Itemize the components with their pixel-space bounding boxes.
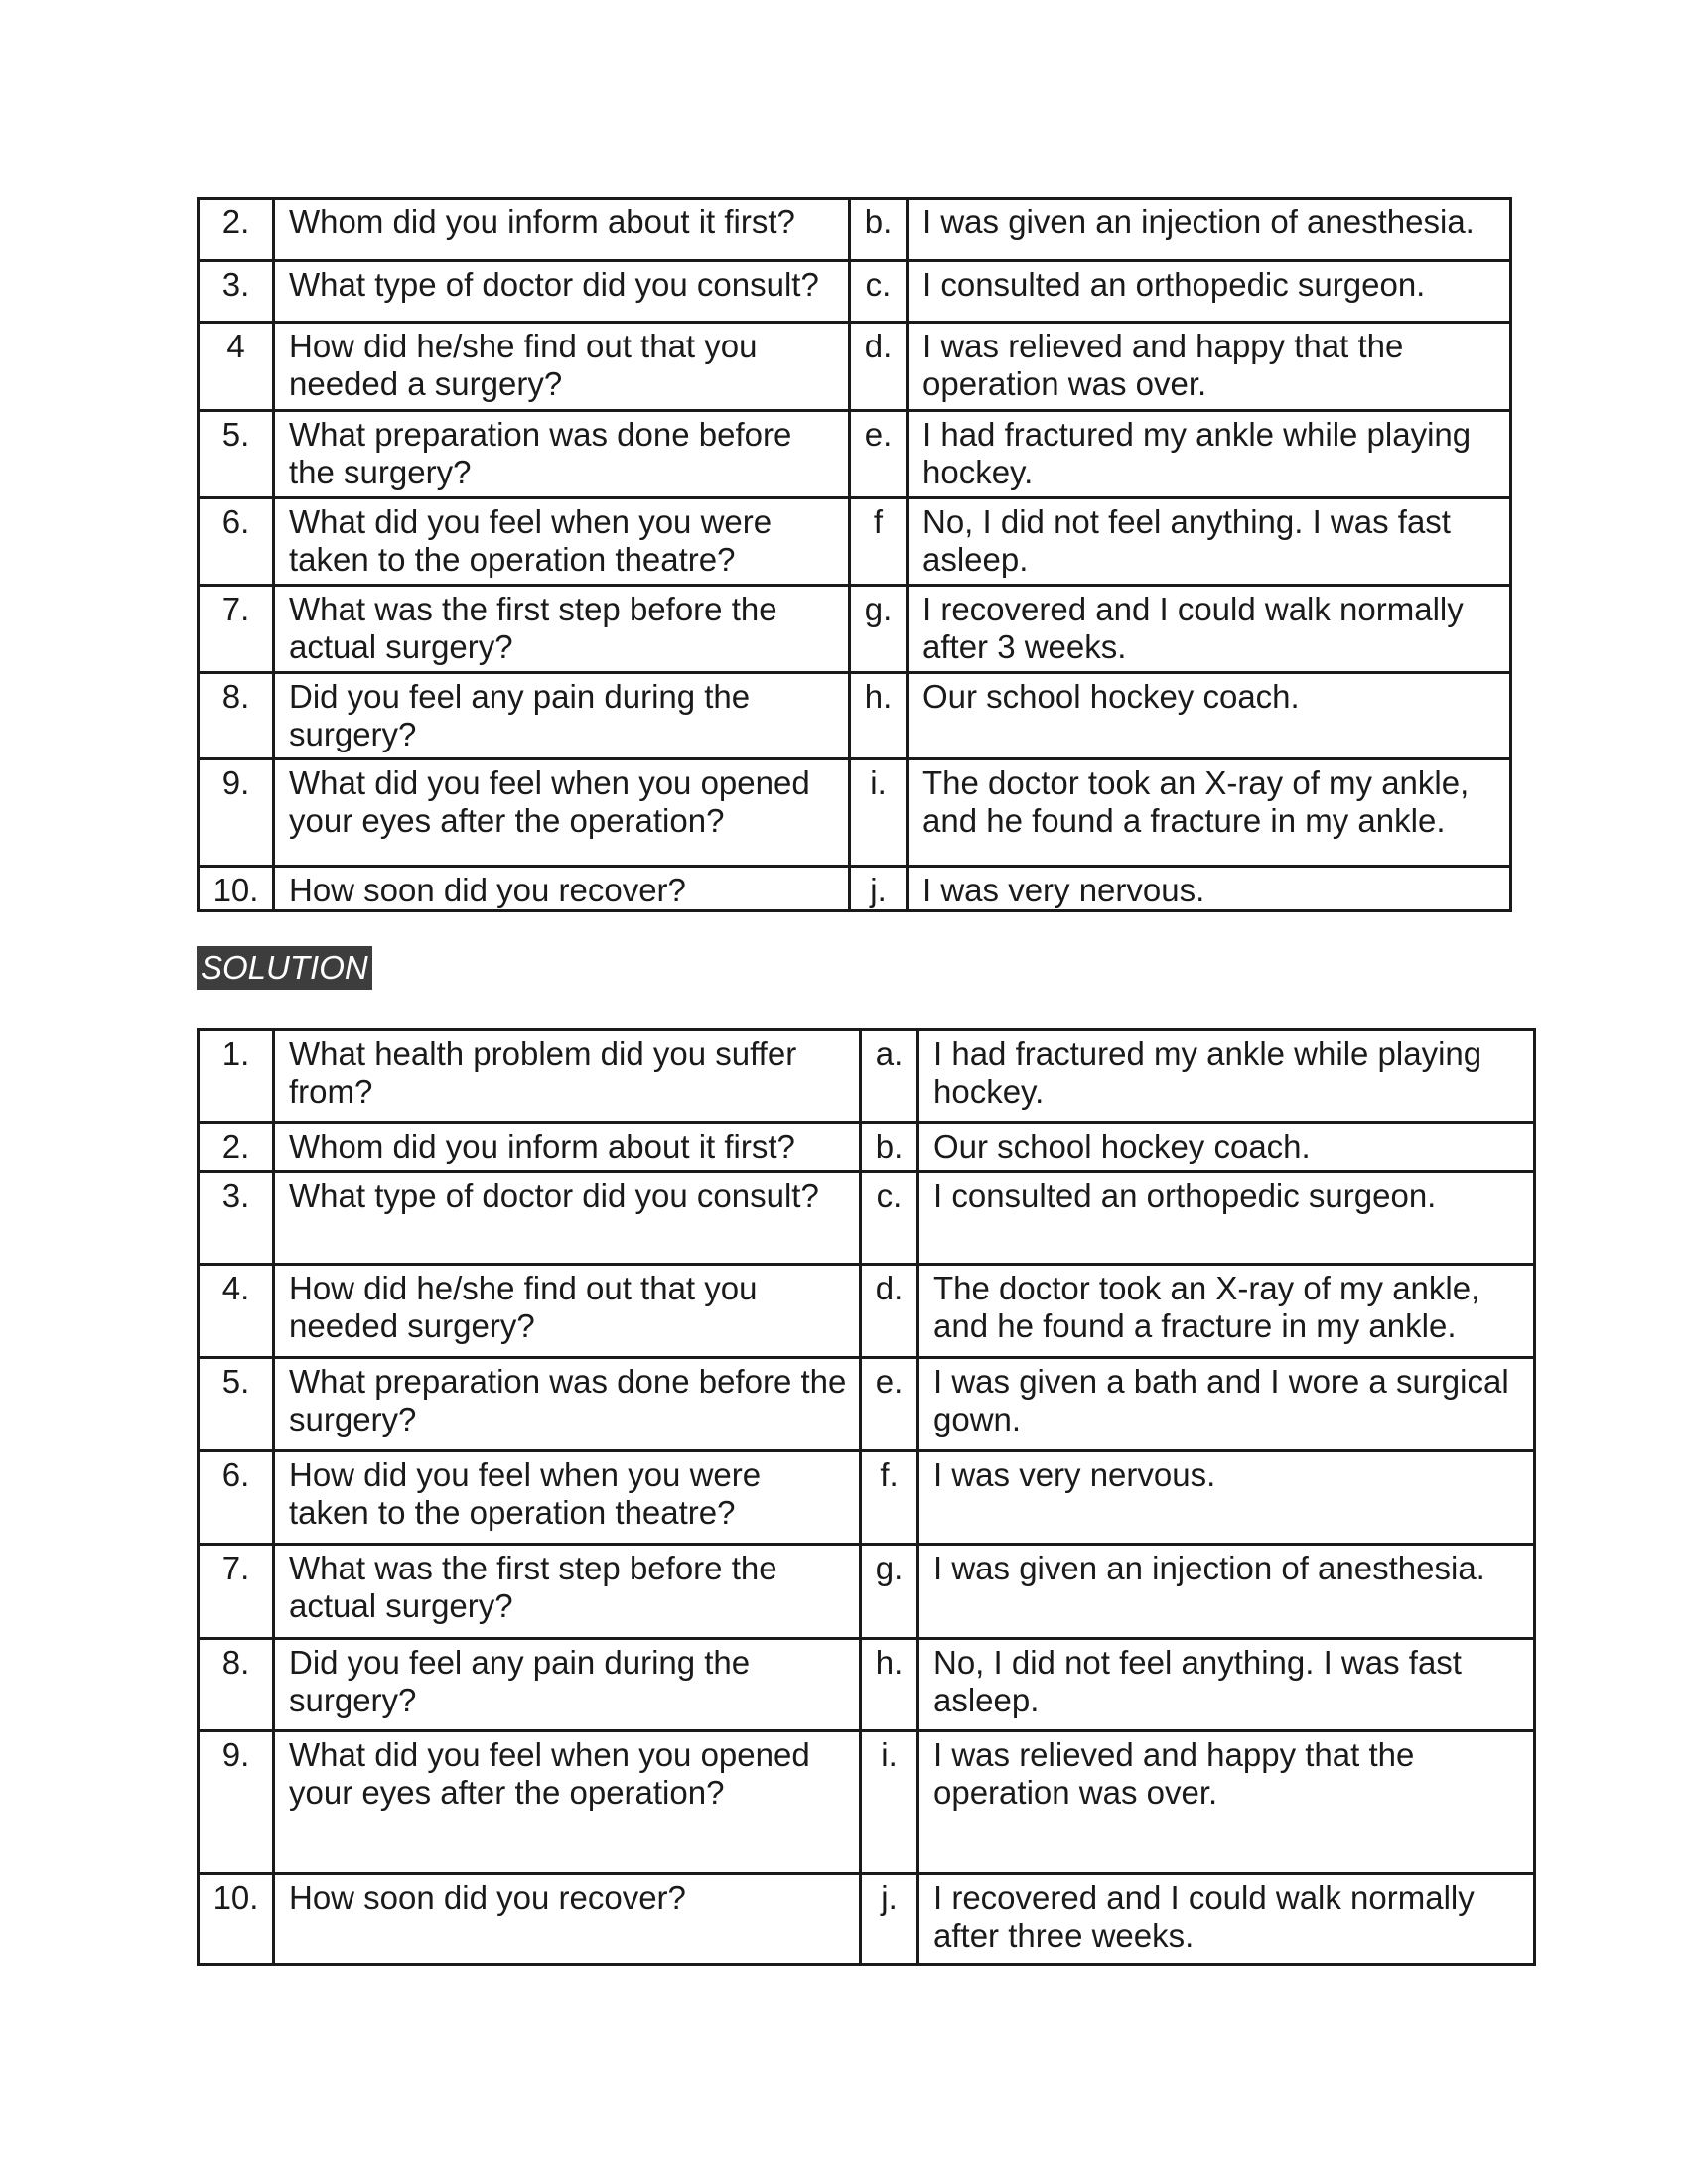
table-row <box>199 759 1511 867</box>
question-cell: What preparation was done before the surgery? <box>274 411 850 498</box>
answer-letter: j. <box>861 1874 918 1965</box>
answer-letter: h. <box>861 1639 918 1731</box>
answer-cell: The doctor took an X-ray of my ankle, and he found a fracture in my ankle. <box>918 1265 1535 1358</box>
row-number: 8. <box>199 1639 274 1731</box>
answer-letter: g. <box>861 1545 918 1639</box>
answer-cell: I was very nervous. <box>918 1451 1535 1545</box>
row-number: 3. <box>199 1172 274 1265</box>
answer-cell: I had fractured my ankle while playing hockey. <box>918 1030 1535 1123</box>
answer-letter: i. <box>861 1731 918 1874</box>
answer-letter: e. <box>861 1358 918 1451</box>
answer-letter: d. <box>850 323 908 411</box>
question-cell: What did you feel when you opened your eyes after the operation? <box>274 1731 861 1874</box>
row-number: 10. <box>199 867 274 911</box>
row-number: 2. <box>199 199 274 261</box>
answer-letter: c. <box>861 1172 918 1265</box>
table-row <box>199 1731 1535 1874</box>
answer-cell: I was relieved and happy that the operation was over. <box>908 323 1511 411</box>
answer-cell: I was very nervous. <box>908 867 1511 911</box>
answer-letter: c. <box>850 261 908 323</box>
answer-cell: I recovered and I could walk normally after three weeks. <box>918 1874 1535 1965</box>
answer-letter: j. <box>850 867 908 911</box>
row-number: 7. <box>199 586 274 673</box>
row-number: 1. <box>199 1030 274 1123</box>
answer-letter: b. <box>861 1123 918 1172</box>
table-row <box>199 323 1511 411</box>
answer-cell: No, I did not feel anything. I was fast asleep. <box>908 498 1511 586</box>
table-row <box>199 673 1511 759</box>
question-cell: Whom did you inform about it first? <box>274 199 850 261</box>
exercise-table <box>197 197 1512 912</box>
question-cell: What type of doctor did you consult? <box>274 1172 861 1265</box>
row-number: 6. <box>199 498 274 586</box>
answer-letter: g. <box>850 586 908 673</box>
row-number: 4 <box>199 323 274 411</box>
table-row <box>199 199 1511 261</box>
table-row <box>199 1874 1535 1965</box>
answer-cell: Our school hockey coach. <box>918 1123 1535 1172</box>
answer-letter: b. <box>850 199 908 261</box>
question-cell: How soon did you recover? <box>274 867 850 911</box>
answer-cell: Our school hockey coach. <box>908 673 1511 759</box>
question-cell: How soon did you recover? <box>274 1874 861 1965</box>
table-row <box>199 1358 1535 1451</box>
answer-cell: The doctor took an X-ray of my ankle, and he found a fracture in my ankle. <box>908 759 1511 867</box>
row-number: 10. <box>199 1874 274 1965</box>
answer-letter: d. <box>861 1265 918 1358</box>
table-row <box>199 261 1511 323</box>
answer-cell: I was relieved and happy that the operation was over. <box>918 1731 1535 1874</box>
answer-letter: f <box>850 498 908 586</box>
row-number: 9. <box>199 1731 274 1874</box>
question-cell: What health problem did you suffer from? <box>274 1030 861 1123</box>
answer-letter: e. <box>850 411 908 498</box>
row-number: 4. <box>199 1265 274 1358</box>
solution-table <box>197 1028 1536 1966</box>
table-row <box>199 1451 1535 1545</box>
row-number: 8. <box>199 673 274 759</box>
answer-cell: I had fractured my ankle while playing hockey. <box>908 411 1511 498</box>
question-cell: How did he/she find out that you needed a surgery? <box>274 323 850 411</box>
question-cell: What did you feel when you were taken to the operation theatre? <box>274 498 850 586</box>
table-row <box>199 1123 1535 1172</box>
answer-cell: No, I did not feel anything. I was fast asleep. <box>918 1639 1535 1731</box>
table-row <box>199 1265 1535 1358</box>
row-number: 7. <box>199 1545 274 1639</box>
answer-cell: I recovered and I could walk normally after 3 weeks. <box>908 586 1511 673</box>
row-number: 6. <box>199 1451 274 1545</box>
row-number: 9. <box>199 759 274 867</box>
row-number: 5. <box>199 411 274 498</box>
table-row <box>199 1030 1535 1123</box>
table-row <box>199 867 1511 911</box>
solution-heading: SOLUTION <box>197 946 372 990</box>
question-cell: How did he/she find out that you needed surgery? <box>274 1265 861 1358</box>
answer-cell: I consulted an orthopedic surgeon. <box>918 1172 1535 1265</box>
question-cell: Whom did you inform about it first? <box>274 1123 861 1172</box>
table-row <box>199 411 1511 498</box>
answer-cell: I was given an injection of anesthesia. <box>918 1545 1535 1639</box>
answer-cell: I consulted an orthopedic surgeon. <box>908 261 1511 323</box>
answer-letter: h. <box>850 673 908 759</box>
answer-letter: i. <box>850 759 908 867</box>
table-row <box>199 1545 1535 1639</box>
question-cell: What preparation was done before the surgery? <box>274 1358 861 1451</box>
table-row <box>199 586 1511 673</box>
answer-cell: I was given an injection of anesthesia. <box>908 199 1511 261</box>
row-number: 2. <box>199 1123 274 1172</box>
question-cell: Did you feel any pain during the surgery? <box>274 1639 861 1731</box>
answer-letter: f. <box>861 1451 918 1545</box>
table-row <box>199 1639 1535 1731</box>
question-cell: What type of doctor did you consult? <box>274 261 850 323</box>
row-number: 5. <box>199 1358 274 1451</box>
row-number: 3. <box>199 261 274 323</box>
question-cell: Did you feel any pain during the surgery? <box>274 673 850 759</box>
question-cell: What did you feel when you opened your eyes after the operation? <box>274 759 850 867</box>
question-cell: What was the first step before the actual surgery? <box>274 586 850 673</box>
answer-letter: a. <box>861 1030 918 1123</box>
table-row <box>199 1172 1535 1265</box>
question-cell: How did you feel when you were taken to the operation theatre? <box>274 1451 861 1545</box>
question-cell: What was the first step before the actual surgery? <box>274 1545 861 1639</box>
answer-cell: I was given a bath and I wore a surgical gown. <box>918 1358 1535 1451</box>
table-row <box>199 498 1511 586</box>
